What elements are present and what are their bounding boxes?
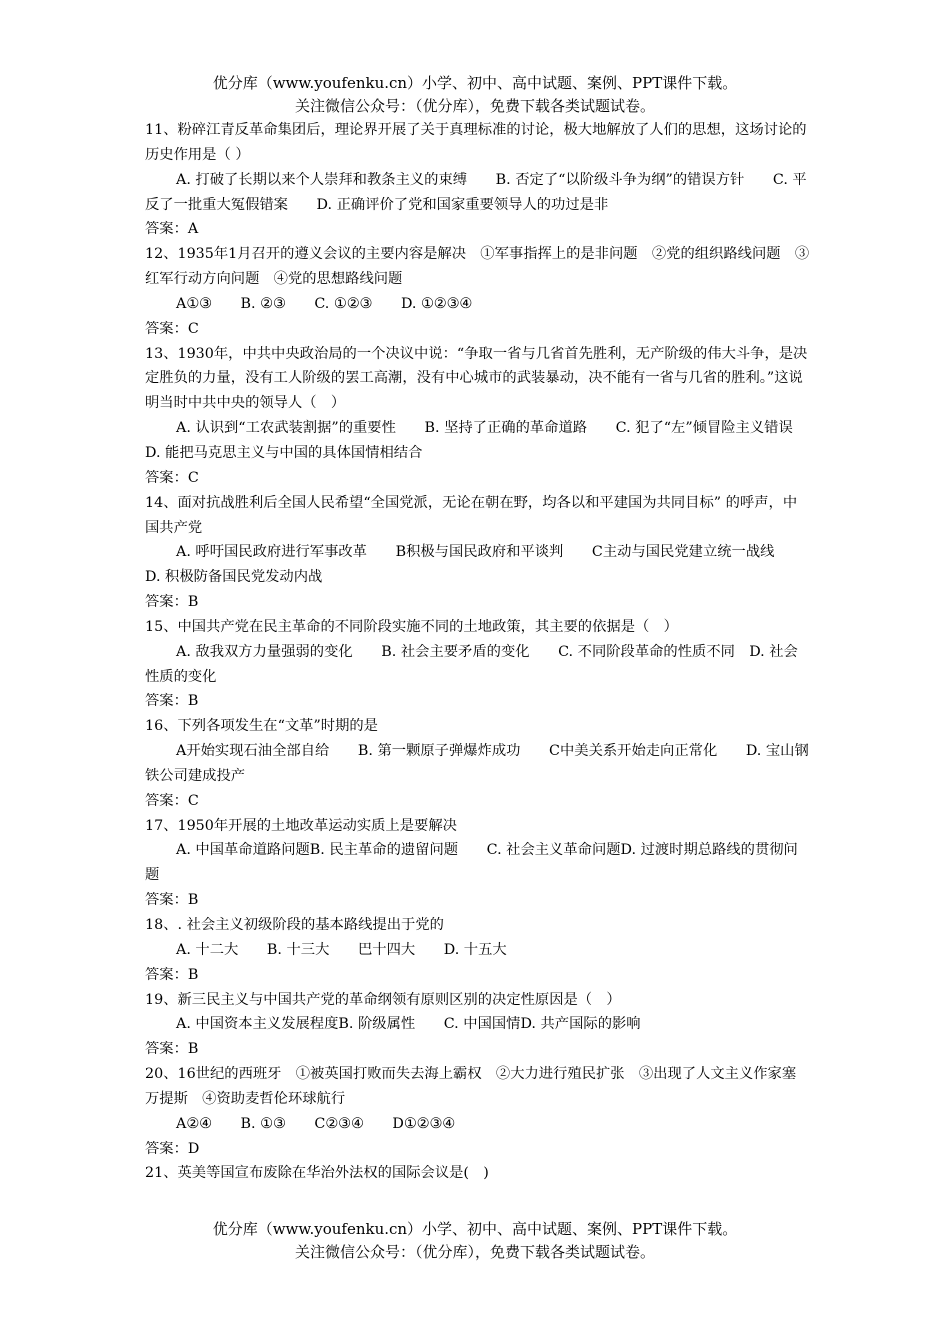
- question-stem: 13、1930年，中共中央政治局的一个决议中说：“争取一省与几省首先胜利，无产阶级的伟大斗争，是决定胜负的力量，没有工人阶级的罢工高潮，没有中心城市的武装暴动，决不能有一省与几省的胜利。”这说明当时中共中央的领导人（ ）: [145, 345, 808, 412]
- question-stem: 16、下列各项发生在“文革”时期的是: [145, 718, 378, 735]
- question-options: A. 中国革命道路问题B. 民主革命的遗留问题 C. 社会主义革命问题D. 过渡时期总路线的贯彻问题: [145, 842, 798, 884]
- question-answer: 答案：B: [145, 1041, 199, 1058]
- question-answer: 答案：A: [145, 221, 199, 238]
- question-stem: 20、16世纪的西班牙 ①被英国打败而失去海上霸权 ②大力进行殖民扩张 ③出现了人文主义作家塞万提斯 ④资助麦哲伦环球航行: [145, 1066, 797, 1107]
- question-answer: 答案：C: [145, 320, 199, 337]
- question-options: A. 打破了长期以来个人崇拜和教条主义的束缚 B. 否定了“以阶级斗争为纲”的错误方针 C. 平反了一批重大冤假错案 D. 正确评价了党和国家重要领导人的功过是非: [145, 171, 807, 213]
- header-line-2: 关注微信公众号：（优分库），免费下载各类试题试卷。: [294, 97, 655, 115]
- question-stem: 12、1935年1月召开的遵义会议的主要内容是解决 ①军事指挥上的是非问题 ②党的组织路线问题 ③红军行动方向问题 ④党的思想路线问题: [145, 246, 810, 288]
- question-stem: 18、. 社会主义初级阶段的基本路线提出于党的: [145, 917, 444, 933]
- question-options: A②④ B. ①③ C②③④ D①②③④: [176, 1115, 456, 1132]
- page-header: [0, 72, 950, 118]
- question-stem: 17、1950年开展的土地改革运动实质上是要解决: [145, 817, 457, 834]
- question-answer: 答案：D: [145, 1140, 200, 1157]
- question-options: A. 呼吁国民政府进行军事改革 B积极与国民政府和平谈判 C主动与国民党建立统一战线 D. 积极防备国民党发动内战: [145, 544, 804, 586]
- question-options: A. 敌我双方力量强弱的变化 B. 社会主要矛盾的变化 C. 不同阶段革命的性质不同 D. 社会性质的变化: [145, 643, 798, 685]
- question-stem-last: 21、英美等国宣布废除在华治外法权的国际会议是( ): [145, 1165, 489, 1182]
- question-options: A. 十二大 B. 十三大 巴十四大 D. 十五大: [176, 941, 507, 958]
- footer-line-1: 优分库（www.youfenku.cn）小学、初中、高中试题、案例、PPT课件下载。: [212, 1220, 738, 1238]
- question-answer: 答案：B: [145, 892, 199, 909]
- footer-line-2: 关注微信公众号：（优分库），免费下载各类试题试卷。: [294, 1243, 655, 1261]
- question-stem: 15、中国共产党在民主革命的不同阶段实施不同的土地政策，其主要的依据是（ ）: [145, 618, 678, 635]
- question-options: A. 中国资本主义发展程度B. 阶级属性 C. 中国国情D. 共产国际的影响: [176, 1016, 641, 1033]
- question-answer: 答案：B: [145, 594, 199, 611]
- header-line-1: 优分库（www.youfenku.cn）小学、初中、高中试题、案例、PPT课件下载。: [212, 74, 738, 92]
- question-answer: 答案：B: [145, 966, 199, 983]
- question-stem: 19、新三民主义与中国共产党的革命纲领有原则区别的决定性原因是（ ）: [145, 991, 621, 1008]
- question-options: A①③ B. ②③ C. ①②③ D. ①②③④: [176, 295, 473, 312]
- question-options: A开始实现石油全部自给 B. 第一颗原子弹爆炸成功 C中美关系开始走向正常化 D. 宝山钢铁公司建成投产: [145, 743, 809, 784]
- question-stem: 11、粉碎江青反革命集团后，理论界开展了关于真理标准的讨论，极大地解放了人们的思想，这场讨论的历史作用是（ ）: [145, 122, 807, 163]
- question-answer: 答案：C: [145, 469, 199, 486]
- question-answer: 答案：C: [145, 792, 199, 809]
- question-answer: 答案：B: [145, 693, 199, 710]
- question-stem: 14、面对抗战胜利后全国人民希望“全国党派，无论在朝在野，均各以和平建国为共同目标” 的呼声，中国共产党: [145, 494, 798, 536]
- page-footer: [0, 1218, 950, 1264]
- question-list: [145, 118, 822, 1186]
- question-options: A. 认识到“工农武装割据”的重要性 B. 坚持了正确的革命道路 C. 犯了“左”倾冒险主义错误 D. 能把马克思主义与中国的具体国情相结合: [145, 420, 822, 461]
